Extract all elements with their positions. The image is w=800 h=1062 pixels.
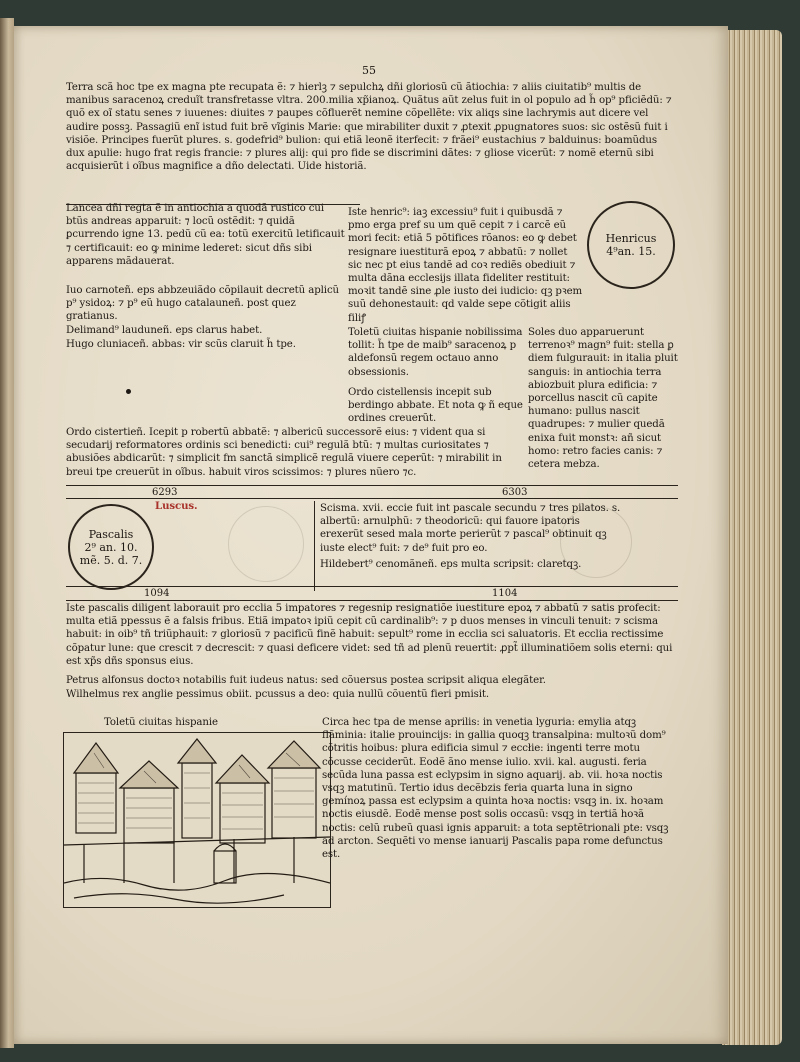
paragraph-scisma: Scisma. xvii. eccie fuit int pascale secundu ⁊ tres pilatos. s. albertũ: arnulphũ: ⁊ theodoricũ: qui fauore ipatoris erexerũt sesed mala morte perierũt ⁊ pascal⁹ obtinuit qꝫ iuste elect⁹ fuit: ⁊ de⁹ fuit pro eo. xyxy=(320,503,621,554)
paragraph-crusade xyxy=(66,81,678,173)
paragraph-circa: Circa hec tpa de mense aprilis: in venetia lyguria: emylia atqꝫ flãminia: italie prouincijs: in gallia quoqꝫ transalpina: multoꝛũ dom⁹ cõtritis hoibus: plura edificia simul ⁊ eccłie: ingenti terre motu cõcusse ceciderũt. Eodẽ ãno mense iulio. xvii. kal. augusti. feria secũda luna passa est eclypsim in signo aquarij. ab. vii. hoꝛa noctis vsqꝫ matutinũ. Tertio idus decẽbzis feria quarta luna in signo gemínoꝝ passa est eclypsim a quinta hoꝛa noctis: vsqꝫ in. ix. hoꝛam noctis eiusdẽ. Eodẽ mense post solis occasũ: vsqꝫ in tertiã hoꝛã noctis: celũ rubeũ quasi ignis apparuit: a tota septẽtrionali pte: vsqꝫ ad arcton. Sequẽti vo mense ianuarij Pascalis papa rome defunctus est. xyxy=(322,717,669,861)
woodcut-caption: Toletũ ciuitas hispanie xyxy=(104,717,218,728)
woodcut-toledo xyxy=(63,732,331,908)
rule-chronology-top xyxy=(66,485,678,486)
paragraph-hildebert: Hildebert⁹ cenomãneñ. eps multa scripsit: claretqꝫ. xyxy=(320,559,582,570)
paragraph-soles: Soles duo apparuerunt terrenoꝛ⁹ magn⁹ fuit: stella ꝑ diem fulgurauit: in italia pluit sanguis: in antiochia terra abiozbuit plura edificia: ⁊ porcellus nascit cũ capite humano: pullus nascit quadrupes: ⁊ mulier quedã enixa fuit monstꝛ: añ sicut homo: retro facies canis: ⁊ cetera mebza. xyxy=(528,327,678,471)
page-stack-edge xyxy=(722,30,782,1045)
woodcut-city-illustration xyxy=(64,733,330,907)
year-anno-mundi-left: 6293 xyxy=(152,487,178,498)
rule-chronology-base xyxy=(66,600,678,601)
paragraph-ordo-cistertien: Ordo cistertieñ. Icepit p robertũ abbatẽ: ⁊ albericũ successorẽ eius: ⁊ vident qua si secudarij reformatores ordinis sci benedicti: cui⁹ regulã btũ: ⁊ multas curiositates ⁊ abusiões abdicarũt: ⁊ simplicit fm sanctã simplicẽ regulã viuere ceperũt: ⁊ mirabilit in breui tpe creuerũt in oĩbus. habuit viros scissimos: ⁊ plures nũero ⁊c. xyxy=(66,427,502,478)
paragraph-crusade-text: Terra scã hoc tpe ex magna pte recupata ẽ: ⁊ hierlꝫ ⁊ sepulchꝝ dñi gloriosũ cũ ãtiochia: ⁊ aliis ciuitatib⁹ multis de manibus saracenoꝝ creduĩt transfretasse vltra. 200.milia xp̃ianoꝝ. Quãtus aũt zelus fuit in ol populo ad h̃ op⁹ pficiẽdũ: ⁊ quõ ex oĩ statu senes ⁊ iuuenes: diuites ⁊ paupes cõfluerẽt nemine cõpellẽte: vix aliqs sine lachrymis aut dicere vel audire possꝫ. Passagiũ enĩ istud fuit brẽ vĩginis Marie: que mirabiliter duxit ⁊ ꝓtexit ꝓpugnatores suos: sic ostẽsũ fuit i visiõe. Principes fuerũt plures. s. godefrid⁹ bulion: qui etiã leonẽ iterfecit: ⁊ frãei⁹ eustachius ⁊ balduinus: boamũdus dux apulie: hugo frat regis francie: ⁊ plures alij: qui pro fide se discrimini dãtes: ⁊ gliose vicerũt: ⁊ nomẽ eternũ sibi acquisierũt i oĩbus magnifice a dño delectati. Uide historiã. xyxy=(66,82,672,173)
paragraph-henricus: Iste henric⁹: iaꝫ excessiu⁹ fuit i quibusdã ⁊ pmo erga pref su um quẽ cepit ⁊ i carcẽ eũ mori fecit: etiã 5 põtifices rõanos: eo ꝙ debet resignare iuestiturã epoꝝ ⁊ abbatũ: ⁊ nollet sic nec pt eius tandẽ ad coꝛ rediẽs obediuit ⁊ multa dãna ecclesijs illata fideliter restituit: moꝛit tandẽ sine ꝓle iusto dei iudicio: qꝫ pꝛem suũ dehonestauit: qd valde sepe cõtigit aliis filiꝭ xyxy=(348,207,583,324)
vertical-rule-chronology xyxy=(314,501,315,591)
henricus-reign: 4⁹an. 15. xyxy=(606,245,656,258)
pascalis-roundel xyxy=(68,504,154,590)
paragraph-delimand: Delimand⁹ lauduneñ. eps clarus habet. xyxy=(66,325,263,336)
paragraph-iuo: Iuo carnoteñ. eps abbzeuiãdo cõpilauit decretũ aplicũ p⁹ ysidoꝝ: ⁊ p⁹ eũ hugo catalauneñ. post quez gratianus. xyxy=(66,285,340,323)
paragraph-hugo: Hugo cluniaceñ. abbas: vir scũs claruit h̃ tpe. xyxy=(66,339,296,350)
henricus-roundel xyxy=(587,201,675,289)
year-christ-right: 1104 xyxy=(492,588,518,599)
year-anno-mundi-right: 6303 xyxy=(502,487,528,498)
paragraph-wilhelmus: Wilhelmus rex anglie pessimus obiit. pcussus a deo: quia nullũ cõuentũ fieri pmisit. xyxy=(66,689,490,700)
rule-chronology-bottom xyxy=(66,586,678,587)
paragraph-toletum: Toletũ ciuitas hispanie nobilissima tollit: h̃ tpe de maib⁹ saracenoꝝ p aldefonsũ regem octauo anno obsessionis. xyxy=(348,327,523,378)
paragraph-iste-pascalis: Iste pascalis diligent laborauit pro ecclia 5 impatores ⁊ regesnip resignatiõe iuestiture epoꝝ ⁊ abbatũ ⁊ satis profecit: multa etiã ppessus ẽ a falsis fribus. Etiã impatoꝛ ipiũ cepit cũ cardinalib⁹: ⁊ p duos menses in vinculi tenuit: ⁊ scisma habuit: in oib⁹ tñ triũphauit: ⁊ gloriosũ ⁊ pacificũ finẽ habuit: sepult⁹ rome in ecclia sci saluatoris. Et ecclia rectissime cõpatur lune: que crescit ⁊ decrescit: ⁊ quasi deficere videt: sed tñ ad plenũ reuertit: ꝓpt̃ illuminatiõem solis eterni: qui est xp̃s dñs sponsus eius. xyxy=(66,603,673,667)
pascalis-months: mẽ. 5. d. 7. xyxy=(79,553,143,567)
paragraph-lance: Lancea dñi regta ẽ in antiochia a quodã rustico cui btũs andreas apparuit: ⁊ locũ ostẽdit: ⁊ quidã ꝑcurrendo igne 13. pedũ cũ ea: totũ exercitũ letificauit ⁊ certificauit: eo ꝙ minime lederet: sicut dñs sibi apparens mãdauerat. xyxy=(66,203,345,267)
ink-speck xyxy=(126,389,131,394)
luscus-label: Luscus. xyxy=(155,500,198,512)
pascalis-name: Pascalis xyxy=(88,527,134,541)
folio-number: 55 xyxy=(362,64,376,77)
year-christ-left: 1094 xyxy=(144,588,170,599)
book-left-edge xyxy=(0,18,14,1048)
paragraph-ordo-cistellensis: Ordo cistellensis incepit sub berdingo abbate. Et nota ꝙ ñ eque ordines creuerũt. xyxy=(348,387,523,425)
rule-chronology-mid xyxy=(66,498,678,499)
pascalis-reign: 2⁹ an. 10. xyxy=(84,540,138,554)
ghost-roundel-left xyxy=(228,506,304,582)
henricus-name: Henricus xyxy=(605,232,657,245)
paragraph-petrus: Petrus alfonsus doctoꝛ notabilis fuit iudeus natus: sed cõuersus postea scripsit aliqua elegãter. xyxy=(66,675,546,686)
book-page xyxy=(14,26,728,1044)
